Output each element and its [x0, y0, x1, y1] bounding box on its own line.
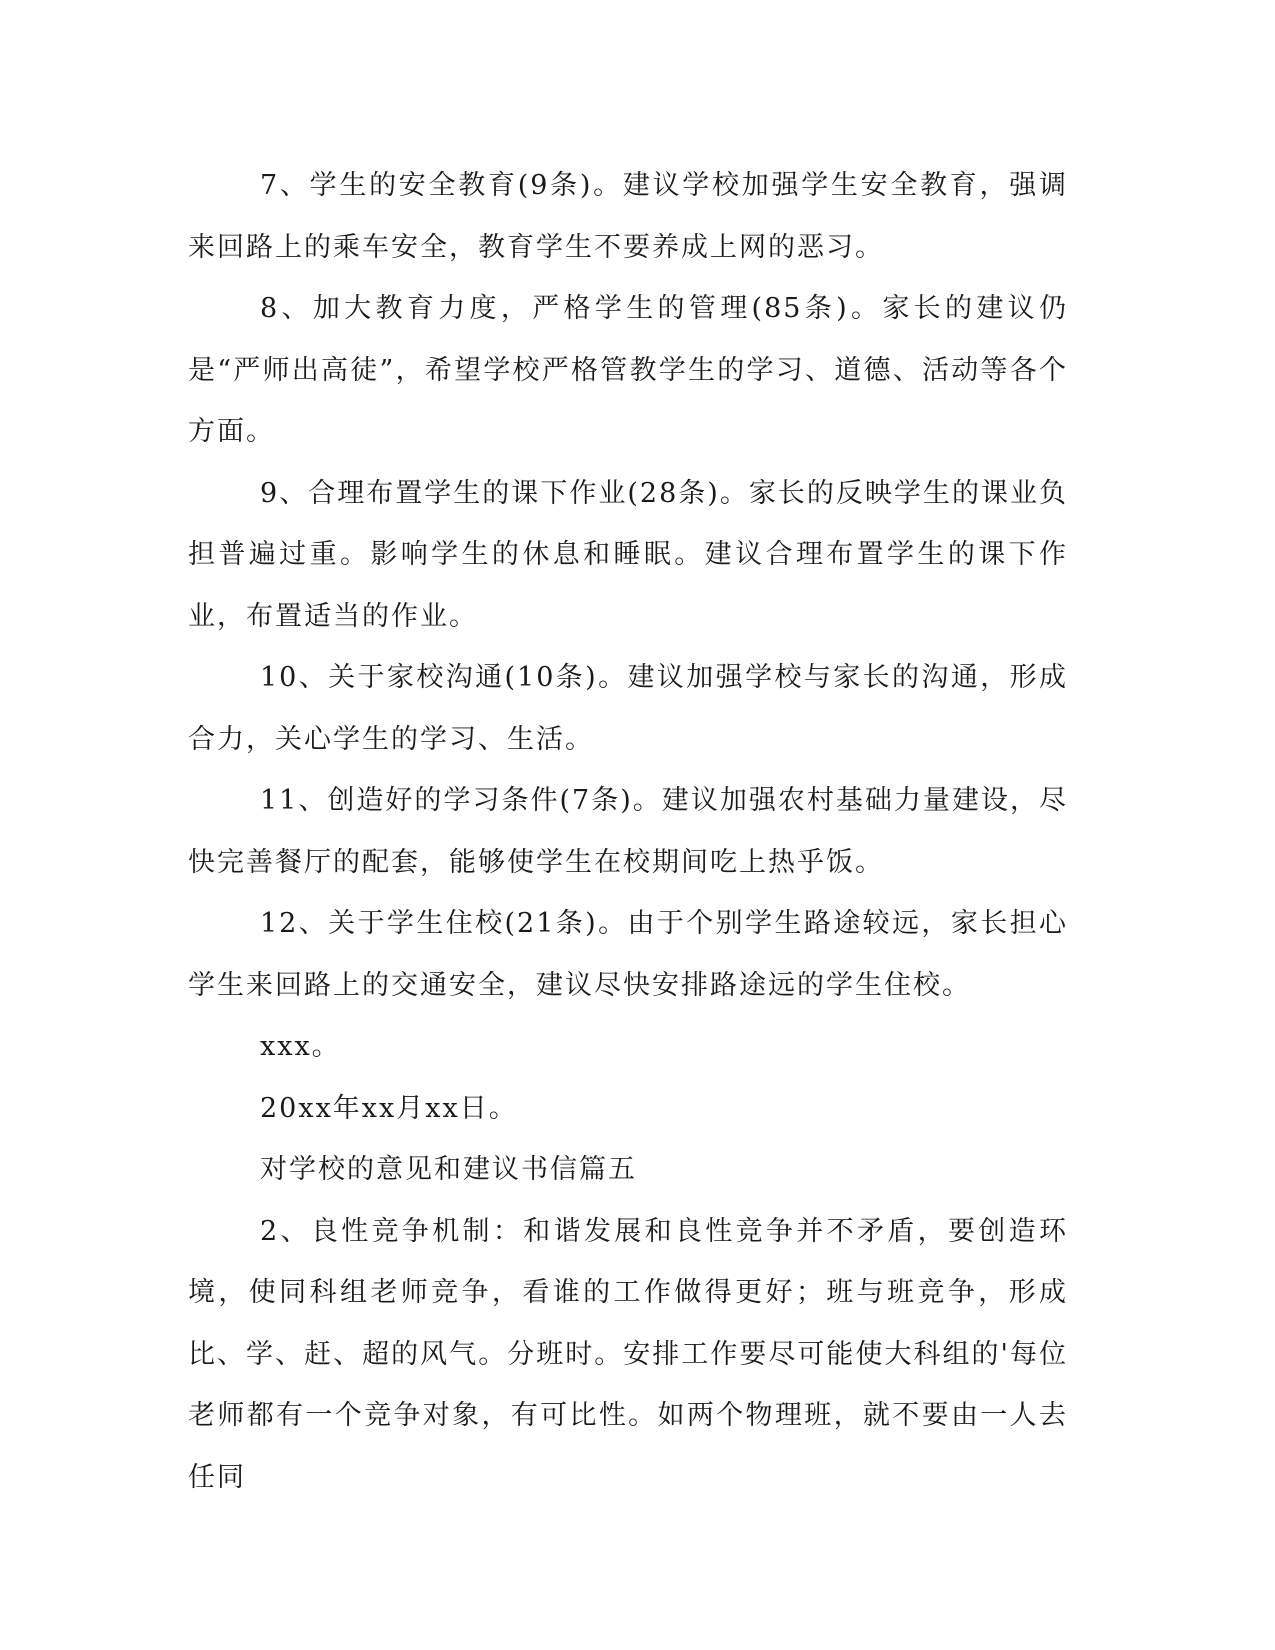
signature-date: 20xx年xx月xx日。: [260, 1092, 518, 1124]
paragraph-item-2-competition: 2、良性竞争机制：和谐发展和良性竞争并不矛盾，要创造环境，使同科组老师竞争，看谁的工作做得更好；班与班竞争，形成比、学、赶、超的风气。分班时。安排工作要尽可能使大科组的'每位老师都有一个竞争对象，有可比性。如两个物理班，就不要由一人去任同: [188, 1215, 1068, 1493]
paragraph-item-7-safety: 7、学生的安全教育(9条)。建议学校加强学生安全教育，强调来回路上的乘车安全，教育学生不要养成上网的恶习。: [188, 170, 1068, 263]
paragraph-item-11-conditions: 11、创造好的学习条件(7条)。建议加强农村基础力量建设，尽快完善餐厅的配套，能够使学生在校期间吃上热乎饭。: [188, 785, 1068, 878]
paragraph-item-10-communication: 10、关于家校沟通(10条)。建议加强学校与家长的沟通，形成合力，关心学生的学习、生活。: [188, 662, 1068, 755]
document-body: [188, 155, 1068, 1508]
section-heading: 对学校的意见和建议书信篇五: [260, 1154, 637, 1185]
signature-name: xxx。: [260, 1031, 341, 1062]
paragraph-item-12-boarding: 12、关于学生住校(21条)。由于个别学生路途较远，家长担心学生来回路上的交通安全，建议尽快安排路途远的学生住校。: [188, 908, 1068, 1001]
paragraph-item-9-homework: 9、合理布置学生的课下作业(28条)。家长的反映学生的课业负担普遍过重。影响学生的休息和睡眠。建议合理布置学生的课下作业，布置适当的作业。: [188, 477, 1068, 632]
paragraph-item-8-management: 8、加大教育力度，严格学生的管理(85条)。家长的建议仍是“严师出高徒”，希望学校严格管教学生的学习、道德、活动等各个方面。: [188, 293, 1068, 447]
